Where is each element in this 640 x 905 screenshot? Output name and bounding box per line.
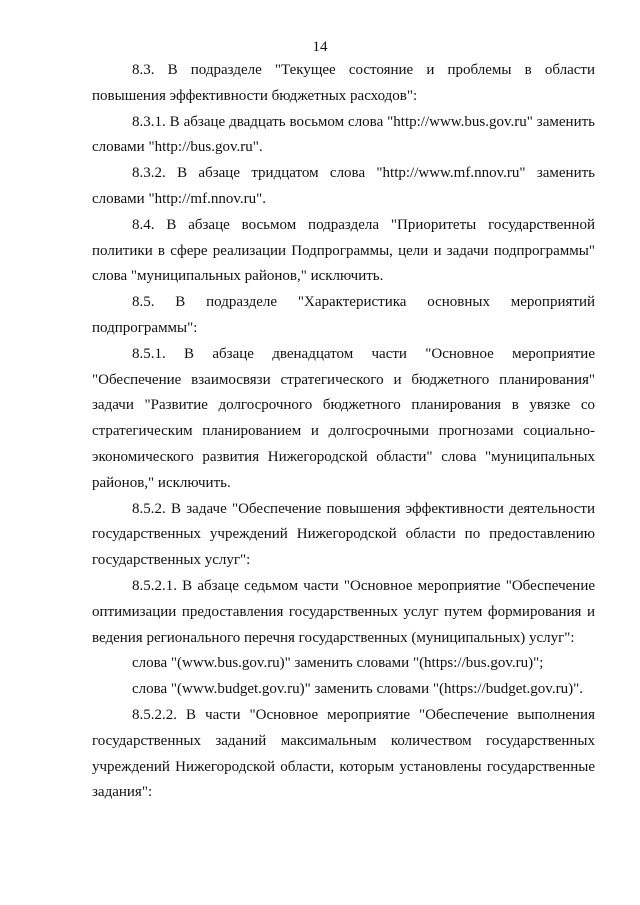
paragraph-replace-bus: слова "(www.bus.gov.ru)" заменить словами "(https://bus.gov.ru)"; — [132, 655, 544, 672]
paragraph-8-3: 8.3. В подразделе "Текущее состояние и проблемы в области повышения эффективности бюджетных расходов": — [92, 62, 595, 104]
paragraph-8-5-2-2: 8.5.2.2. В части "Основное мероприятие "Обеспечение выполнения государственных заданий максимальным количеством государственных учреждений Нижегородской области, которым установлены государственные задания": — [92, 706, 595, 801]
paragraph-8-3-2: 8.3.2. В абзаце тридцатом слова "http://www.mf.nnov.ru" заменить словами "http://mf.nnov.ru". — [92, 165, 595, 207]
paragraph-8-5: 8.5. В подразделе "Характеристика основных мероприятий подпрограммы": — [92, 294, 595, 336]
paragraph-8-3-1: 8.3.1. В абзаце двадцать восьмом слова "http://www.bus.gov.ru" заменить словами "http://bus.gov.ru". — [92, 113, 595, 156]
paragraph-8-5-2-1: 8.5.2.1. В абзаце седьмом части "Основное мероприятие "Обеспечение оптимизации предоставления государственных услуг путем формирования и ведения регионального перечня государственных (муниципальных) услуг": — [92, 577, 595, 646]
document-body — [92, 58, 595, 806]
paragraph-replace-budget: слова "(www.budget.gov.ru)" заменить словами "(https://budget.gov.ru)". — [132, 681, 583, 698]
paragraph-8-4: 8.4. В абзаце восьмом подраздела "Приоритеты государственной политики в сфере реализации Подпрограммы, цели и задачи подпрограммы" слова "муниципальных районов," исключить. — [92, 216, 595, 285]
paragraph-8-5-1: 8.5.1. В абзаце двенадцатом части "Основное мероприятие "Обеспечение взаимосвязи стратегического и бюджетного планирования" задачи "Развитие долгосрочного бюджетного планирования в увязке со стратегическим планированием и долгосрочными прогнозами социально-экономического развития Нижегородской области" слова "муниципальных районов," исключить. — [92, 345, 595, 491]
page-number: 14 — [312, 39, 328, 55]
paragraph-8-5-2: 8.5.2. В задаче "Обеспечение повышения эффективности деятельности государственных учреждений Нижегородской области по предоставлению государственных услуг": — [92, 500, 595, 569]
